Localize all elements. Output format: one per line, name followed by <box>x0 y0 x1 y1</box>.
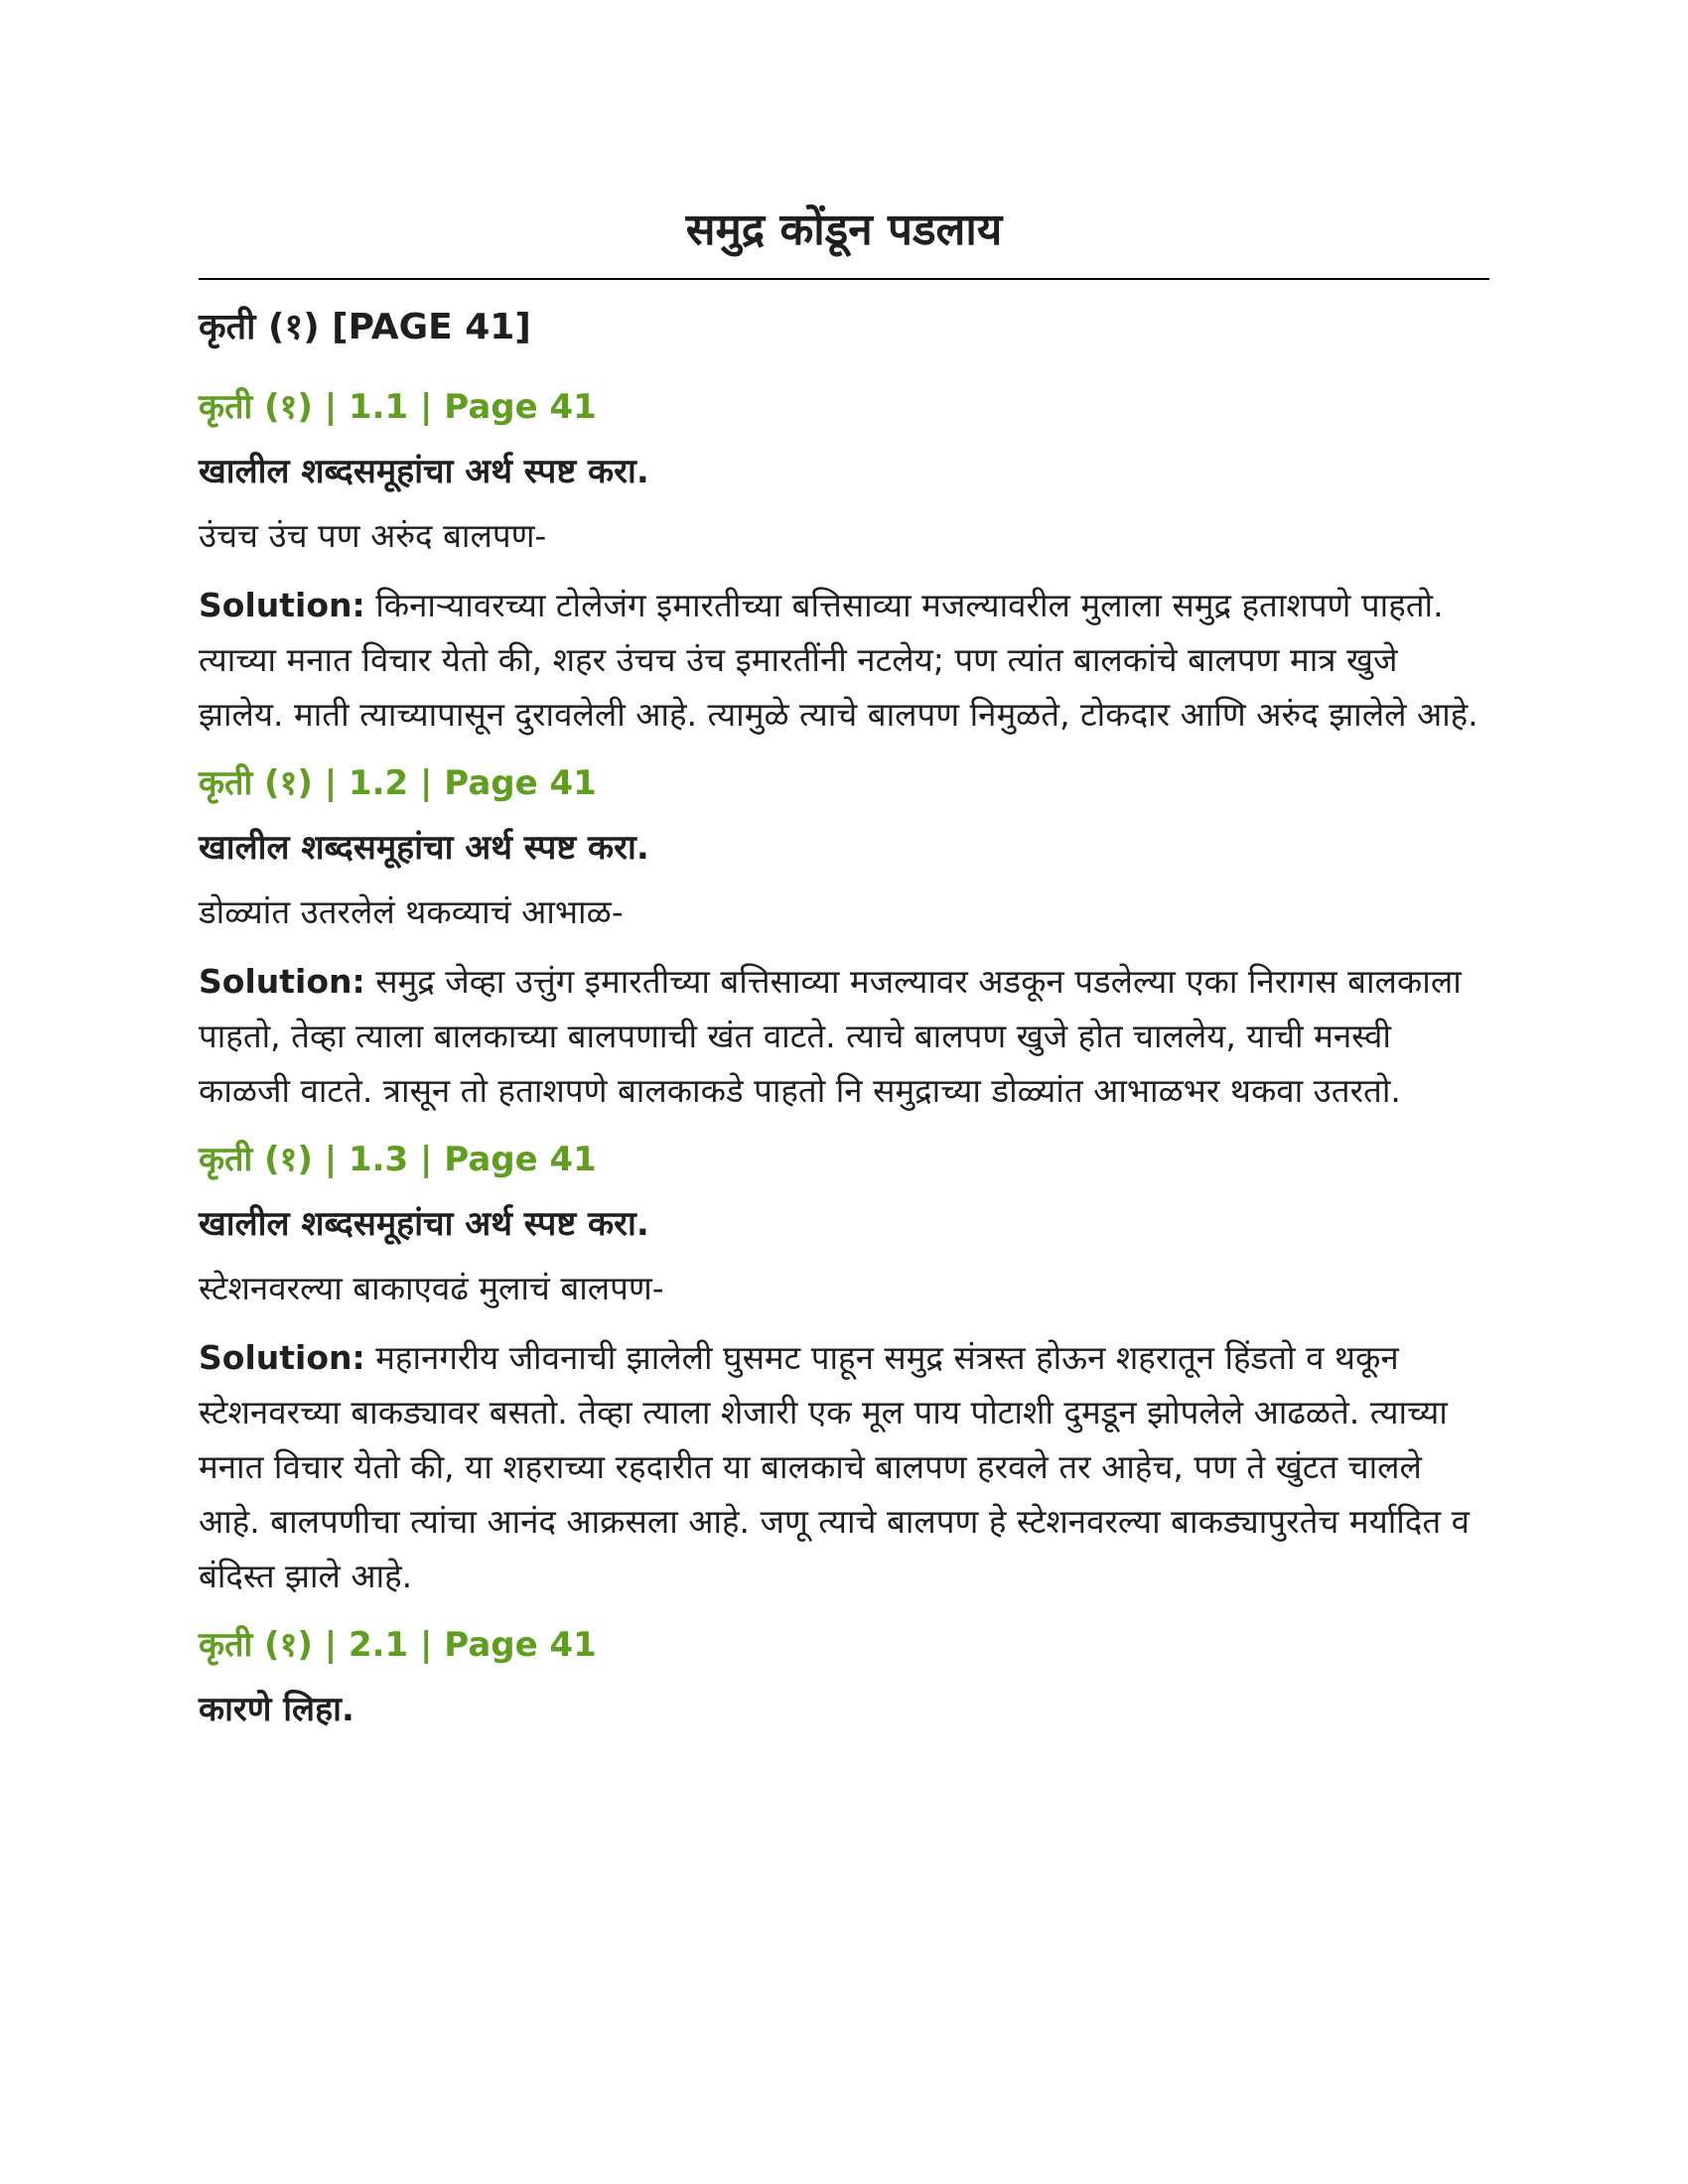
question-block-1-3 <box>199 1132 1489 1603</box>
solution-text: महानगरीय जीवनाची झालेली घुसमट पाहून समुद्र संत्रस्त होऊन शहरातून हिंडतो व थकून स्टेशनवरच्या बाकड्यावर बसतो. तेव्हा त्याला शेजारी एक मूल पाय पोटाशी दुमडून झोपलेले आढळते. त्याच्या मनात विचार येतो की, या शहराच्या रहदारीत या बालकाचे बालपण हरवले तर आहेच, पण ते खुंटत चालले आहे. बालपणीचा त्यांचा आनंद आक्रसला आहे. जणू त्याचे बालपण हे स्टेशनवरल्या बाकड्यापुरतेच मर्यादित व बंदिस्त झाले आहे. <box>199 1338 1470 1595</box>
solution-label: Solution: <box>199 1338 365 1377</box>
solution-label: Solution: <box>199 586 365 624</box>
question-instruction: खालील शब्दसमूहांचा अर्थ स्पष्ट करा. <box>199 828 649 868</box>
solution-paragraph <box>199 1330 1489 1603</box>
question-text: स्टेशनवरल्या बाकाएवढं मुलाचं बालपण- <box>199 1269 664 1307</box>
question-heading: कृती (१) | 1.3 | Page 41 <box>199 1140 597 1179</box>
question-instruction: कारणे लिहा. <box>199 1690 354 1729</box>
question-heading: कृती (१) | 2.1 | Page 41 <box>199 1625 597 1665</box>
solution-text: किनाऱ्यावरच्या टोलेजंग इमारतीच्या बत्तिसाव्या मजल्यावरील मुलाला समुद्र हताशपणे पाहतो. त्याच्या मनात विचार येतो की, शहर उंचच उंच इमारतींनी नटलेय; पण त्यांत बालकांचे बालपण मात्र खुजे झालेय. माती त्याच्यापासून दुरावलेली आहे. त्यामुळे त्याचे बालपण निमुळते, टोकदार आणि अरुंद झालेले आहे. <box>199 586 1478 734</box>
question-heading: कृती (१) | 1.1 | Page 41 <box>199 387 597 427</box>
question-text: डोळ्यांत उतरलेलं थकव्याचं आभाळ- <box>199 892 624 931</box>
solution-text: समुद्र जेव्हा उत्तुंग इमारतीच्या बत्तिसाव्या मजल्यावर अडकून पडलेल्या एका निरागस बालकाला पाहतो, तेव्हा त्याला बालकाच्या बालपणाची खंत वाटते. त्याचे बालपण खुजे होत चाललेय, याची मनस्वी काळजी वाटते. त्रासून तो हताशपणे बालकाकडे पाहतो नि समुद्राच्या डोळ्यांत आभाळभर थकवा उतरतो. <box>199 962 1462 1110</box>
title-divider <box>199 278 1489 280</box>
solution-paragraph <box>199 954 1489 1118</box>
question-instruction: खालील शब्दसमूहांचा अर्थ स्पष्ट करा. <box>199 1204 649 1244</box>
question-block-2-1 <box>199 1617 1489 1738</box>
document-content <box>199 298 1489 1746</box>
question-text: उंचच उंच पण अरुंद बालपण- <box>199 516 547 555</box>
question-heading: कृती (१) | 1.2 | Page 41 <box>199 763 597 803</box>
section-heading: कृती (१) [PAGE 41] <box>199 307 531 347</box>
question-block-1-2 <box>199 755 1489 1118</box>
document-page <box>199 0 1489 2184</box>
question-block-1-1 <box>199 379 1489 742</box>
page-title: समुद्र कोंडून पडलाय <box>685 205 1003 255</box>
solution-label: Solution: <box>199 962 365 1001</box>
solution-paragraph <box>199 578 1489 742</box>
question-instruction: खालील शब्दसमूहांचा अर्थ स्पष्ट करा. <box>199 452 649 491</box>
